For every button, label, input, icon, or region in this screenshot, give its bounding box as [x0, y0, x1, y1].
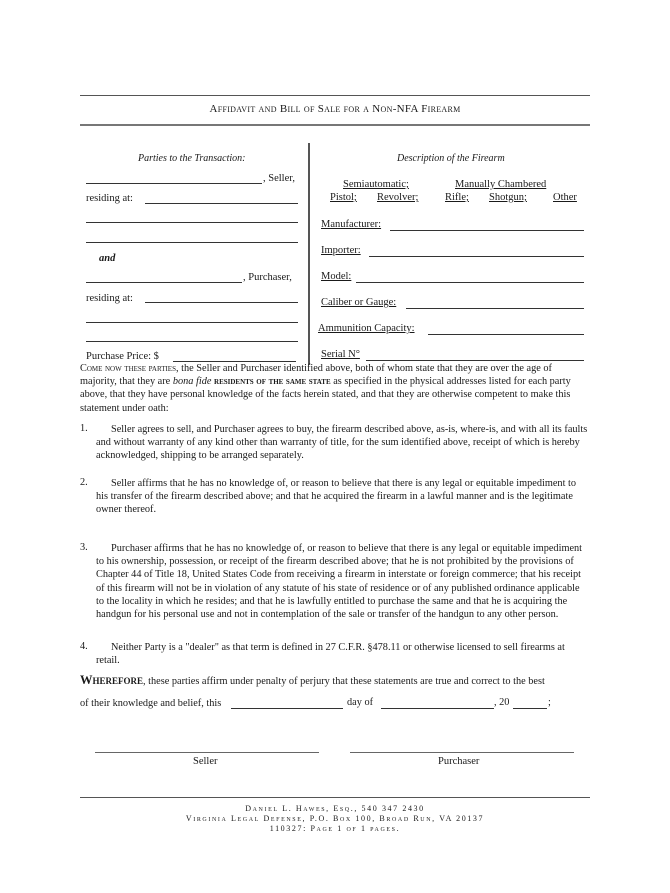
manufacturer-field[interactable]	[390, 230, 584, 231]
wherefore-line-1	[80, 674, 595, 688]
parties-header: Parties to the Transaction:	[138, 153, 246, 164]
purchaser-address-field-2[interactable]	[86, 322, 298, 323]
footer-line-2: Virginia Legal Defense, P.O. Box 100, Broad Run, VA 20137	[185, 814, 485, 823]
seller-name-field[interactable]	[86, 183, 262, 184]
intro-b: as specified in the physical addresses listed for each party above, that they have personal knowledge of the facts herein stated, and that they are otherwise competent to make this statement under oath:	[80, 376, 571, 414]
document-title: Affidavit and Bill of Sale for a Non-NFA Firearm	[209, 103, 461, 115]
wherefore-text: , these parties affirm under penalty of perjury that these statements are true and correct to the best	[143, 676, 545, 687]
seller-signature-label: Seller	[193, 756, 218, 767]
purchaser-name-field[interactable]	[86, 282, 242, 283]
footer-line-3: 110327: Page 1 of 1 pages.	[269, 824, 401, 833]
caliber-label: Caliber or Gauge:	[321, 297, 397, 308]
seller-residing-label: residing at:	[86, 193, 133, 204]
purchaser-address-field-3[interactable]	[86, 341, 298, 342]
footer-line-1: Daniel L. Hawes, Esq., 540 347 2430	[245, 804, 425, 813]
intro-italic: bona fide	[172, 376, 212, 388]
purchaser-suffix: , Purchaser,	[243, 272, 292, 283]
manufacturer-label: Manufacturer:	[321, 219, 382, 230]
purchaser-address-field-1[interactable]	[145, 302, 298, 303]
and-label: and	[99, 253, 116, 264]
type-manually-chambered[interactable]: Manually Chambered	[455, 179, 547, 190]
month-field[interactable]	[381, 708, 494, 709]
serial-label: Serial N°	[321, 349, 360, 360]
purchaser-signature-line[interactable]	[350, 752, 574, 753]
top-rule	[80, 95, 590, 96]
item-4-text: Neither Party is a "dealer" as that term is defined in 27 C.F.R. §478.11 or otherwise licensed to sell firearms at retail.	[96, 642, 565, 667]
purchase-price-label: Purchase Price: $	[86, 351, 159, 362]
serial-field[interactable]	[366, 360, 584, 361]
caliber-field[interactable]	[406, 308, 584, 309]
model-field[interactable]	[356, 282, 584, 283]
wherefore-lead: Wherefore	[80, 673, 144, 687]
year-suffix: ;	[548, 697, 551, 708]
type-pistol[interactable]: Pistol;	[330, 192, 357, 203]
footer-rule	[80, 797, 590, 798]
item-1-text: Seller agrees to sell, and Purchaser agrees to buy, the firearm described above, as-is, where-is, and with all its faults and without warranty of any kind other than warranty of title, for the sum identified above, receipt of which is hereby acknowledged, shipping to be arranged separately.	[96, 424, 588, 462]
ammo-capacity-label: Ammunition Capacity:	[318, 323, 415, 334]
item-2-text: Seller affirms that he has no knowledge of, or reason to believe that there is any legal or equitable impediment to his transfer of the firearm described above; and that he acquired the firearm in a lawful manner and is the legitimate owner thereof.	[96, 478, 577, 516]
item-3-text: Purchaser affirms that he has no knowledge of, or reason to believe that there is any legal or equitable impediment to his ownership, possession, or receipt of the firearm described above; that he is not prohibited by the provisions of Chapter 44 of Title 18, United States Code from receiving a firearm in interstate or foreign commerce; that his receipt of this firearm will not be in violation of any statute of his state of residence or of any published ordinance applicable to the locality in which he resides; and that he is lawfully entitled to purchase the same and that he is acquiring the handgun for his personal use and not in contemplation of the sale or transfer of the handgun to any other person.	[96, 543, 583, 621]
item-4-number: 4.	[80, 641, 88, 652]
seller-address-field-1[interactable]	[145, 203, 298, 204]
type-rifle[interactable]: Rifle;	[445, 192, 469, 203]
seller-address-field-3[interactable]	[86, 242, 298, 243]
column-divider	[308, 143, 310, 365]
intro-a: , the Seller and Purchaser identified above, both of whom state that they are over the age of majority, that they are	[80, 363, 552, 388]
item-1-number: 1.	[80, 423, 88, 434]
model-label: Model:	[321, 271, 352, 282]
year-prefix: , 20	[494, 697, 510, 708]
ammo-capacity-field[interactable]	[428, 334, 584, 335]
item-3-number: 3.	[80, 542, 88, 553]
intro-text	[80, 362, 590, 415]
intro-bold: residents of the same state	[211, 376, 331, 388]
importer-label: Importer:	[321, 245, 361, 256]
day-of-label: day of	[347, 697, 374, 708]
year-field[interactable]	[513, 708, 547, 709]
intro-lead: Come now these parties	[80, 363, 176, 374]
seller-suffix: , Seller,	[263, 173, 295, 184]
day-field[interactable]	[231, 708, 343, 709]
title-rule	[80, 124, 590, 126]
firearm-header: Description of the Firearm	[397, 153, 505, 164]
type-other[interactable]: Other	[553, 192, 577, 203]
wherefore-this: of their knowledge and belief, this	[80, 698, 222, 709]
type-revolver[interactable]: Revolver;	[377, 192, 419, 203]
purchaser-signature-label: Purchaser	[438, 756, 480, 767]
importer-field[interactable]	[369, 256, 584, 257]
type-semiautomatic[interactable]: Semiautomatic;	[343, 179, 409, 190]
seller-signature-line[interactable]	[95, 752, 319, 753]
seller-address-field-2[interactable]	[86, 222, 298, 223]
purchaser-residing-label: residing at:	[86, 293, 133, 304]
item-2-number: 2.	[80, 477, 88, 488]
type-shotgun[interactable]: Shotgun;	[489, 192, 527, 203]
